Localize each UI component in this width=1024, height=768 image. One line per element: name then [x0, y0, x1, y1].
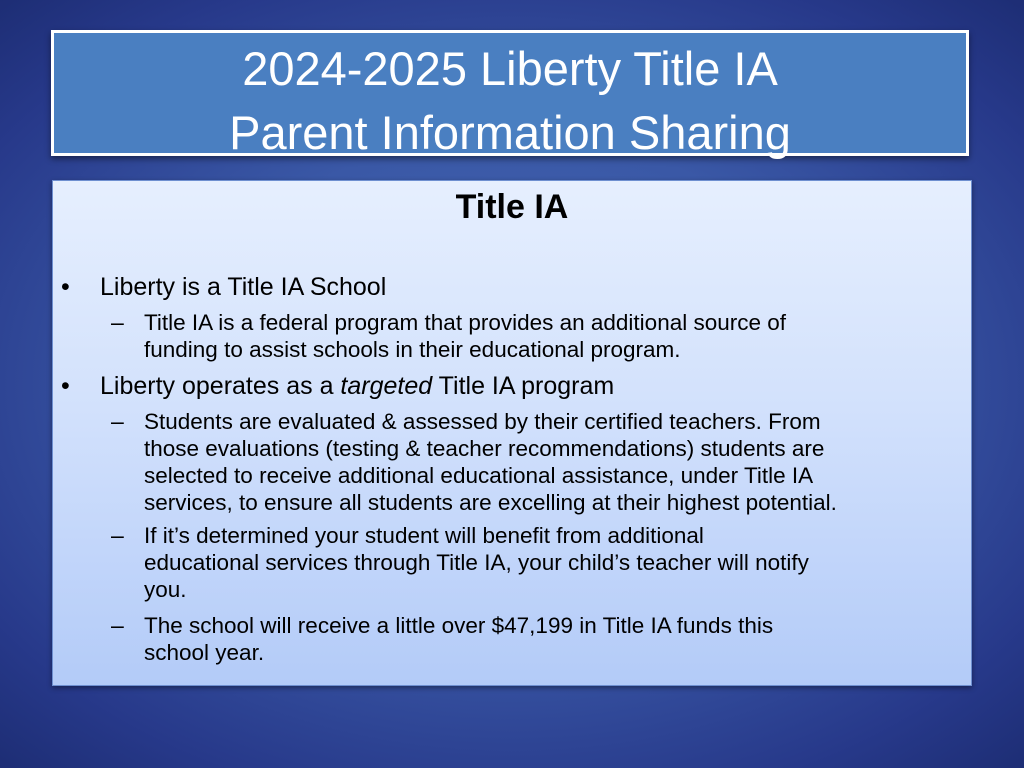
subitem-line: Students are evaluated & assessed by their certified teachers. From	[144, 409, 821, 434]
subitem-line: Title IA is a federal program that provides an additional source of	[144, 310, 787, 335]
content-heading: Title IA	[455, 188, 569, 226]
subitem-line: funding to assist schools in their educational program.	[144, 337, 681, 362]
subitem-line: selected to receive additional educational assistance, under Title IA	[144, 463, 814, 488]
bullet-text-emphasis: targeted	[340, 372, 433, 400]
subitem-line: services, to ensure all students are excelling at their highest potential.	[144, 490, 837, 515]
bullet-text-title-ia-school: Liberty is a Title IA School	[100, 273, 387, 301]
bullet-marker: •	[61, 273, 70, 301]
bullet-text-targeted-program	[100, 370, 614, 402]
dash-marker: –	[111, 612, 124, 638]
bullet-text-after: Title IA program	[432, 372, 615, 400]
subitem-line: you.	[144, 577, 187, 602]
subitem-teacher-notify	[144, 522, 964, 603]
subitem-line: If it’s determined your student will benefit from additional	[144, 523, 704, 548]
subitem-line: those evaluations (testing & teacher recommendations) students are	[144, 436, 825, 461]
subitem-federal-program	[144, 309, 964, 363]
dash-marker: –	[111, 522, 124, 548]
subitem-line: educational services through Title IA, your child’s teacher will notify	[144, 550, 809, 575]
slide-title-box	[51, 30, 969, 159]
bullet-text-before: Liberty operates as a	[100, 372, 341, 400]
subitem-line: school year.	[144, 640, 265, 665]
dash-marker: –	[111, 408, 124, 434]
bullet-marker: •	[61, 372, 70, 400]
content-box	[52, 180, 972, 686]
title-line-1: 2024-2025 Liberty Title IA	[242, 42, 778, 95]
subitem-evaluation	[144, 408, 964, 516]
dash-marker: –	[111, 309, 124, 335]
subitem-funding-amount	[144, 612, 964, 666]
subitem-line: The school will receive a little over $47,199 in Title IA funds this	[144, 613, 774, 638]
title-line-2: Parent Information Sharing	[229, 106, 791, 159]
